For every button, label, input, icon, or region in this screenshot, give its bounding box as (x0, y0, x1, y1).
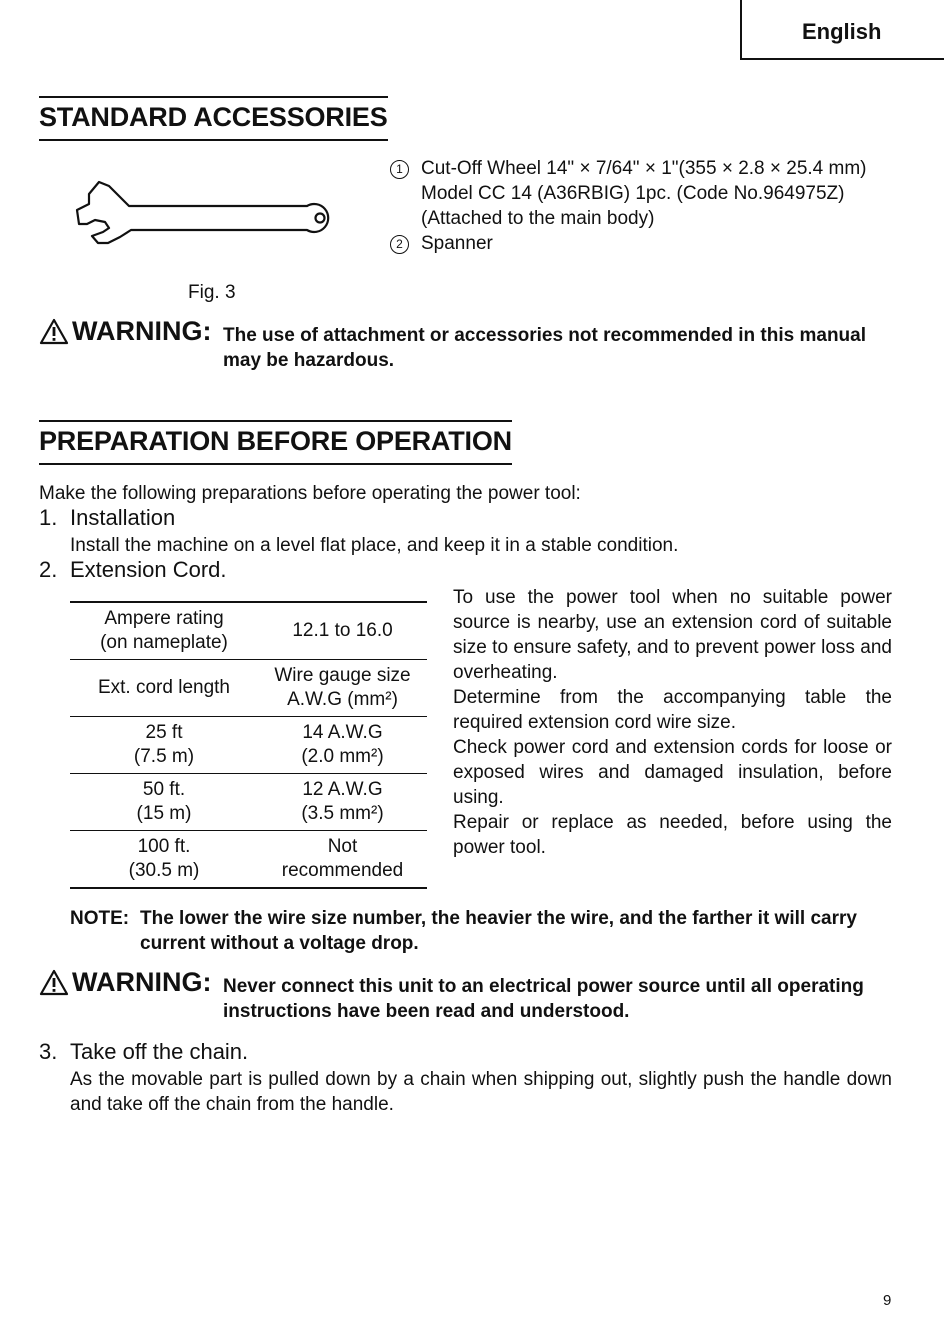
accessory-item-2-text: Spanner (421, 233, 493, 254)
table-row (70, 660, 427, 717)
note-line: The lower the wire size number, the heavier the wire, and the farther it will carry (140, 908, 857, 929)
table-row (70, 717, 427, 774)
table-cell: Ampere rating (on nameplate) (100, 608, 228, 653)
step-1-text: Install the machine on a level flat place, and keep it in a stable condition. (70, 535, 679, 556)
note-text (140, 906, 857, 956)
step-2-heading: Extension Cord. (70, 557, 227, 582)
accessory-item-1 (390, 156, 409, 181)
table-row (70, 831, 427, 889)
note-line: current without a voltage drop. (140, 933, 419, 954)
warning-text (223, 323, 866, 373)
accessory-item-1-text (421, 156, 867, 231)
page-number: 9 (883, 1292, 892, 1309)
table-row (70, 774, 427, 831)
paragraph: Repair or replace as needed, before using the power tool. (453, 812, 892, 858)
section-title-preparation: PREPARATION BEFORE OPERATION (39, 420, 512, 465)
warning-triangle-icon (39, 969, 69, 996)
accessory-line: Model CC 14 (A36RBIG) 1pc. (Code No.964975Z) (421, 183, 845, 204)
language-label: English (802, 19, 882, 44)
figure-label: Fig. 3 (188, 282, 236, 303)
table-cell: Not recommended (258, 831, 427, 889)
table-cell: Wire gauge size A.W.G (mm²) (258, 660, 427, 717)
item-marker: 1 (390, 160, 409, 179)
note-label: NOTE: (70, 908, 130, 929)
warning-label: WARNING: (72, 316, 212, 346)
section-title-accessories: STANDARD ACCESSORIES (39, 96, 388, 141)
warning-line: instructions have been read and understood. (223, 1001, 630, 1022)
paragraph: Determine from the accompanying table the required extension cord wire size. (453, 687, 892, 733)
warning-line: may be hazardous. (223, 350, 395, 371)
table-row (70, 602, 427, 660)
table-cell: 25 ft (7.5 m) (70, 717, 258, 774)
warning-triangle-icon (39, 318, 69, 345)
step-3-heading: Take off the chain. (70, 1039, 249, 1064)
warning-line: The use of attachment or accessories not recommended in this manual (223, 325, 867, 346)
accessory-line: (Attached to the main body) (421, 208, 655, 229)
paragraph: Check power cord and extension cords for loose or exposed wires and damaged insulation, before using. (453, 737, 892, 808)
extension-cord-table (70, 601, 427, 889)
step-3-number: 3. (39, 1039, 58, 1064)
item-marker: 2 (390, 235, 409, 254)
extension-cord-text (453, 585, 892, 860)
table-cell: 100 ft. (30.5 m) (70, 831, 258, 889)
table-cell: 12 A.W.G (3.5 mm²) (258, 774, 427, 831)
step-2-number: 2. (39, 557, 58, 582)
step-1-number: 1. (39, 505, 58, 530)
warning-line: Never connect this unit to an electrical power source until all operating (223, 976, 864, 997)
step-3-text: As the movable part is pulled down by a chain when shipping out, slightly push the handle down and take off the chain from the handle. (70, 1069, 892, 1115)
table-cell: 50 ft. (15 m) (70, 774, 258, 831)
step-1-heading: Installation (70, 505, 176, 530)
table-cell: 14 A.W.G (2.0 mm²) (258, 717, 427, 774)
warning-text (223, 974, 864, 1024)
accessory-item-2 (390, 231, 409, 256)
accessory-line: Cut-Off Wheel 14" × 7/64" × 1"(355 × 2.8 × 25.4 mm) (421, 158, 867, 179)
spanner-icon (75, 180, 340, 248)
warning-label: WARNING: (72, 967, 212, 997)
preparation-intro: Make the following preparations before operating the power tool: (39, 483, 581, 504)
paragraph: To use the power tool when no suitable power source is nearby, use an extension cord of suitable size to ensure safety, and to prevent power loss and overheating. (453, 587, 892, 683)
table-cell: 12.1 to 16.0 (292, 620, 393, 641)
table-cell: Ext. cord length (70, 660, 258, 717)
